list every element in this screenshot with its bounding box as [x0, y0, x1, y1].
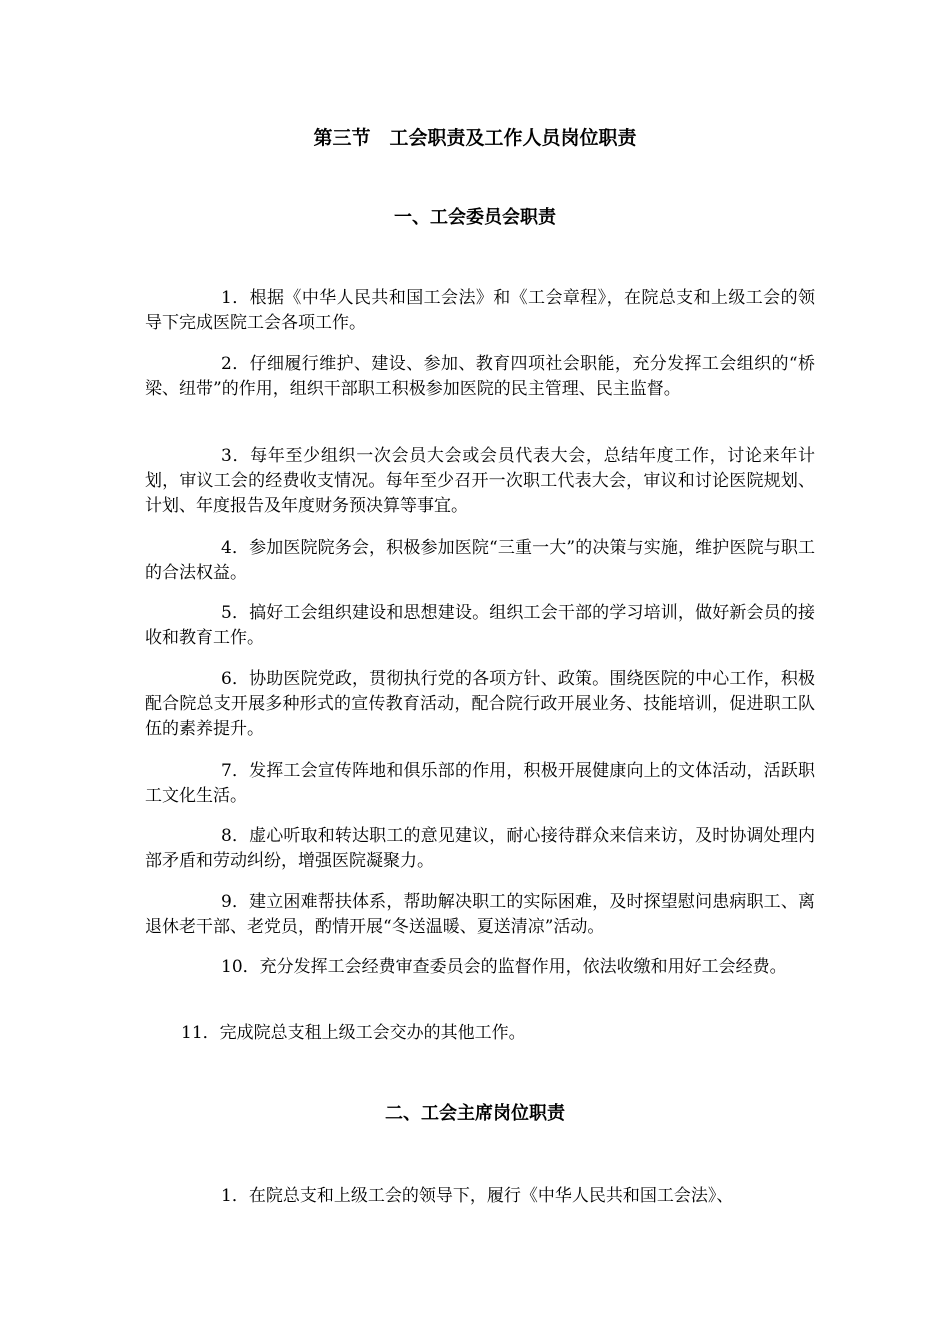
section-heading-1: 一、工会委员会职责 [394, 207, 556, 228]
chair-duty-item-1: 1．在院总支和上级工会的领导下，履行《中华人民共和国工会法》、 [221, 1186, 734, 1206]
duty-item-6: 6．协助医院党政，贯彻执行党的各项方针、政策。围绕医院的中心工作，积极配合院总支开展多种形式的宣传教育活动，配合院行政开展业务、技能培训，促进职工队伍的素养提升。 [145, 669, 815, 739]
duty-item-5: 5．搞好工会组织建设和思想建设。组织工会干部的学习培训，做好新会员的接收和教育工作。 [145, 603, 815, 648]
duty-item-2: 2．仔细履行维护、建设、参加、教育四项社会职能，充分发挥工会组织的“桥梁、纽带”的作用，组织干部职工积极参加医院的民主管理、民主监督。 [145, 354, 815, 399]
duty-item-7: 7．发挥工会宣传阵地和俱乐部的作用，积极开展健康向上的文体活动，活跃职工文化生活。 [145, 761, 815, 806]
duty-item-10: 10．充分发挥工会经费审查委员会的监督作用，依法收缴和用好工会经费。 [221, 957, 787, 977]
duty-item-1: 1．根据《中华人民共和国工会法》和《工会章程》，在院总支和上级工会的领导下完成医院工会各项工作。 [145, 288, 815, 333]
duty-item-3: 3．每年至少组织一次会员大会或会员代表大会，总结年度工作，讨论来年计划，审议工会的经费收支情况。每年至少召开一次职工代表大会，审议和讨论医院规划、计划、年度报告及年度财务预决算等事宜。 [145, 446, 815, 516]
duty-item-11: 11．完成院总支租上级工会交办的其他工作。 [181, 1023, 526, 1043]
duty-item-8: 8．虚心听取和转达职工的意见建议，耐心接待群众来信来访，及时协调处理内部矛盾和劳动纠纷，增强医院凝聚力。 [145, 826, 815, 871]
page-title: 第三节 工会职责及工作人员岗位职责 [313, 127, 637, 149]
duty-item-4: 4．参加医院院务会，积极参加医院“三重一大”的决策与实施，维护医院与职工的合法权益。 [145, 538, 815, 583]
duty-item-9: 9．建立困难帮扶体系，帮助解决职工的实际困难，及时探望慰问患病职工、离退休老干部、老党员，酌情开展“冬送温暖、夏送清凉”活动。 [145, 892, 815, 937]
section-heading-2: 二、工会主席岗位职责 [385, 1103, 565, 1124]
